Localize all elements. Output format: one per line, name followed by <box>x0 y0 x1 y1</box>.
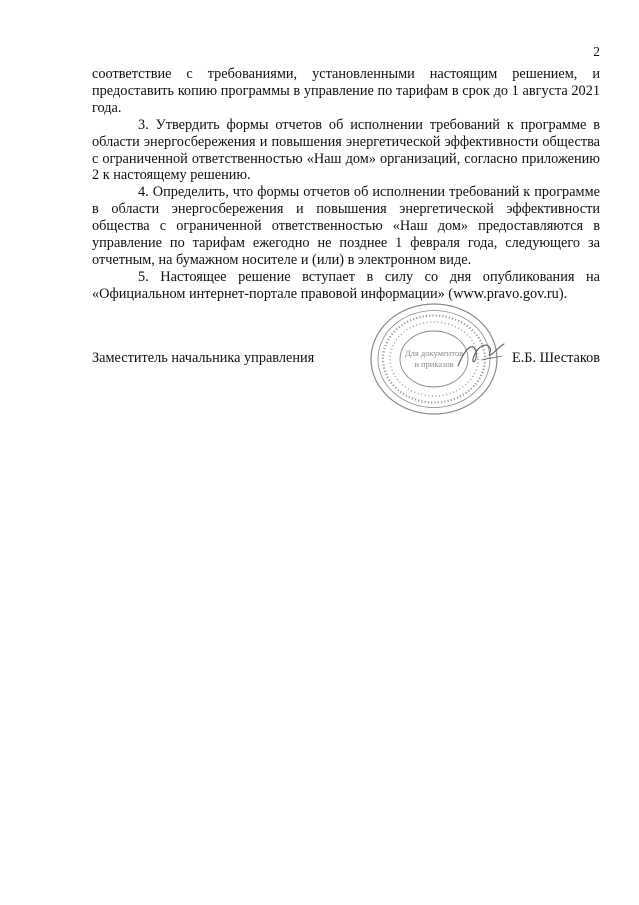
signatory-name: Е.Б. Шестаков <box>511 350 600 366</box>
stamp-inner-text-1: Для документов <box>404 348 464 358</box>
document-body <box>92 66 600 303</box>
signatory-title: Заместитель начальника управления <box>92 350 315 366</box>
page-number: 2 <box>593 44 600 59</box>
handwritten-signature <box>452 336 508 376</box>
paragraph-4: 4. Определить, что формы отчетов об исполнении требований к программе в области энергосбережения и повышения энергетической эффективности общества с ограниченной ответственностью «Наш дом» предоставляются в управление по тарифам ежегодно не позднее 1 февраля года, следующего за отчетным, на бумажном носителе и (или) в электронном виде. <box>92 184 600 268</box>
paragraph-5: 5. Настоящее решение вступает в силу со дня опубликования на «Официальном интернет-портале правовой информации» (www.pravo.gov.ru). <box>92 268 600 302</box>
paragraph-3: 3. Утвердить формы отчетов об исполнении требований к программе в области энергосбережения и повышения энергетической эффективности общества с ограниченной ответственностью «Наш дом» организаций, согласно приложению 2 к настоящему решению. <box>92 116 600 184</box>
stamp-inner-text-2: и приказов <box>414 359 454 369</box>
paragraph-continuation: соответствие с требованиями, установленными настоящим решением, и предоставить копию программы в управление по тарифам в срок до 1 августа 2021 года. <box>92 66 600 116</box>
